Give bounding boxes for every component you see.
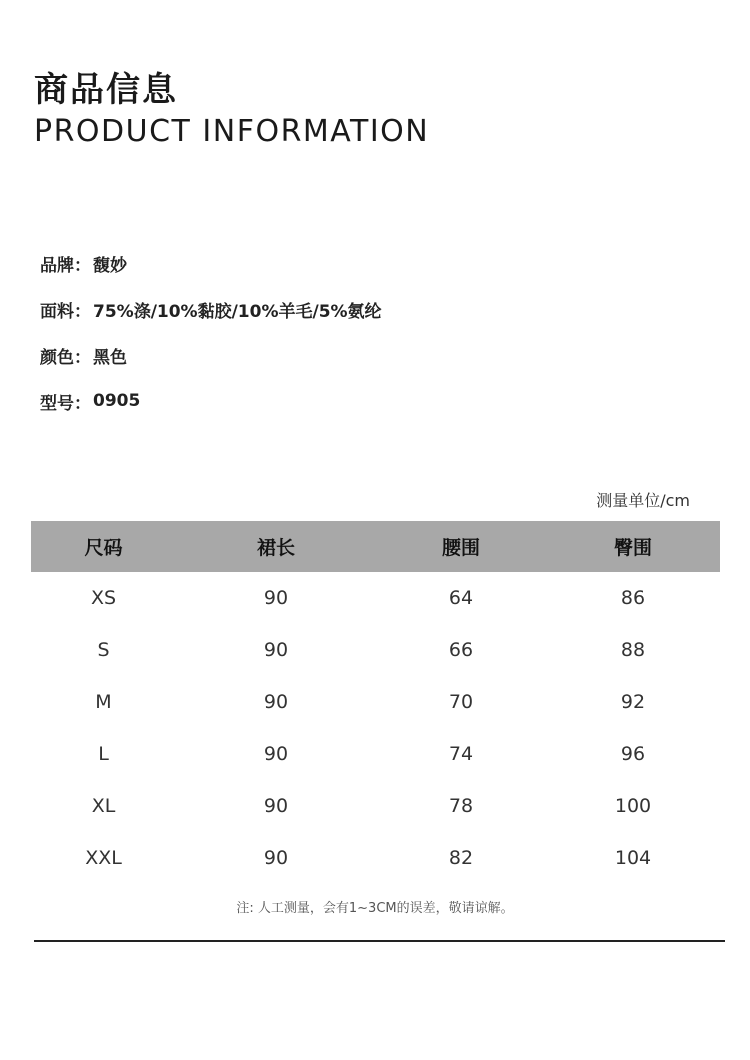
product-info-list [40,240,382,424]
cell-hip: 92 [620,691,646,713]
info-key-fabric: 面料： [40,301,91,322]
measurement-disclaimer: 注: 人工测量，会有1~3CM的误差，敬请谅解。 [236,901,514,916]
cell-hip: 100 [614,795,652,817]
info-value-color: 黑色 [93,347,127,368]
cell-hip: 96 [620,743,646,765]
info-row-fabric [40,286,382,332]
cell-hip: 86 [620,587,646,609]
cell-hip: 88 [620,639,646,661]
cell-skirt-length: 90 [263,743,289,765]
cell-hip: 104 [614,847,652,869]
info-value-brand: 馥妙 [93,255,127,276]
header-hip: 臀围 [546,521,720,572]
table-header-row [31,521,720,572]
table-row [31,572,720,624]
info-row-brand [40,240,382,286]
cell-skirt-length: 90 [263,691,289,713]
cell-waist: 64 [448,587,474,609]
table-row [31,624,720,676]
cell-size: XL [91,795,116,817]
page-title-en: PRODUCT INFORMATION [34,114,430,149]
info-row-color [40,332,382,378]
size-chart-table [31,521,720,884]
cell-size: L [98,743,109,765]
cell-skirt-length: 90 [263,847,289,869]
info-value-model: 0905 [93,391,141,411]
table-row [31,676,720,728]
cell-size: M [95,691,112,713]
info-row-model [40,378,382,424]
cell-waist: 66 [448,639,474,661]
bottom-divider [34,940,725,942]
cell-waist: 78 [448,795,474,817]
cell-skirt-length: 90 [263,795,289,817]
info-key-color: 颜色： [40,347,91,368]
cell-waist: 70 [448,691,474,713]
page-title-cn: 商品信息 [34,70,178,110]
cell-size: XXL [85,847,122,869]
header-skirt-length: 裙长 [176,521,376,572]
cell-waist: 82 [448,847,474,869]
cell-skirt-length: 90 [263,639,289,661]
header-waist: 腰围 [376,521,546,572]
cell-waist: 74 [448,743,474,765]
cell-size: XS [90,587,117,609]
header-size: 尺码 [31,521,176,572]
cell-skirt-length: 90 [263,587,289,609]
table-row [31,832,720,884]
table-row [31,780,720,832]
cell-size: S [97,639,110,661]
unit-note: 测量单位/cm [596,491,690,510]
info-value-fabric: 75%涤/10%黏胶/10%羊毛/5%氨纶 [93,301,382,322]
info-key-brand: 品牌： [40,255,91,276]
info-key-model: 型号： [40,393,91,414]
table-row [31,728,720,780]
